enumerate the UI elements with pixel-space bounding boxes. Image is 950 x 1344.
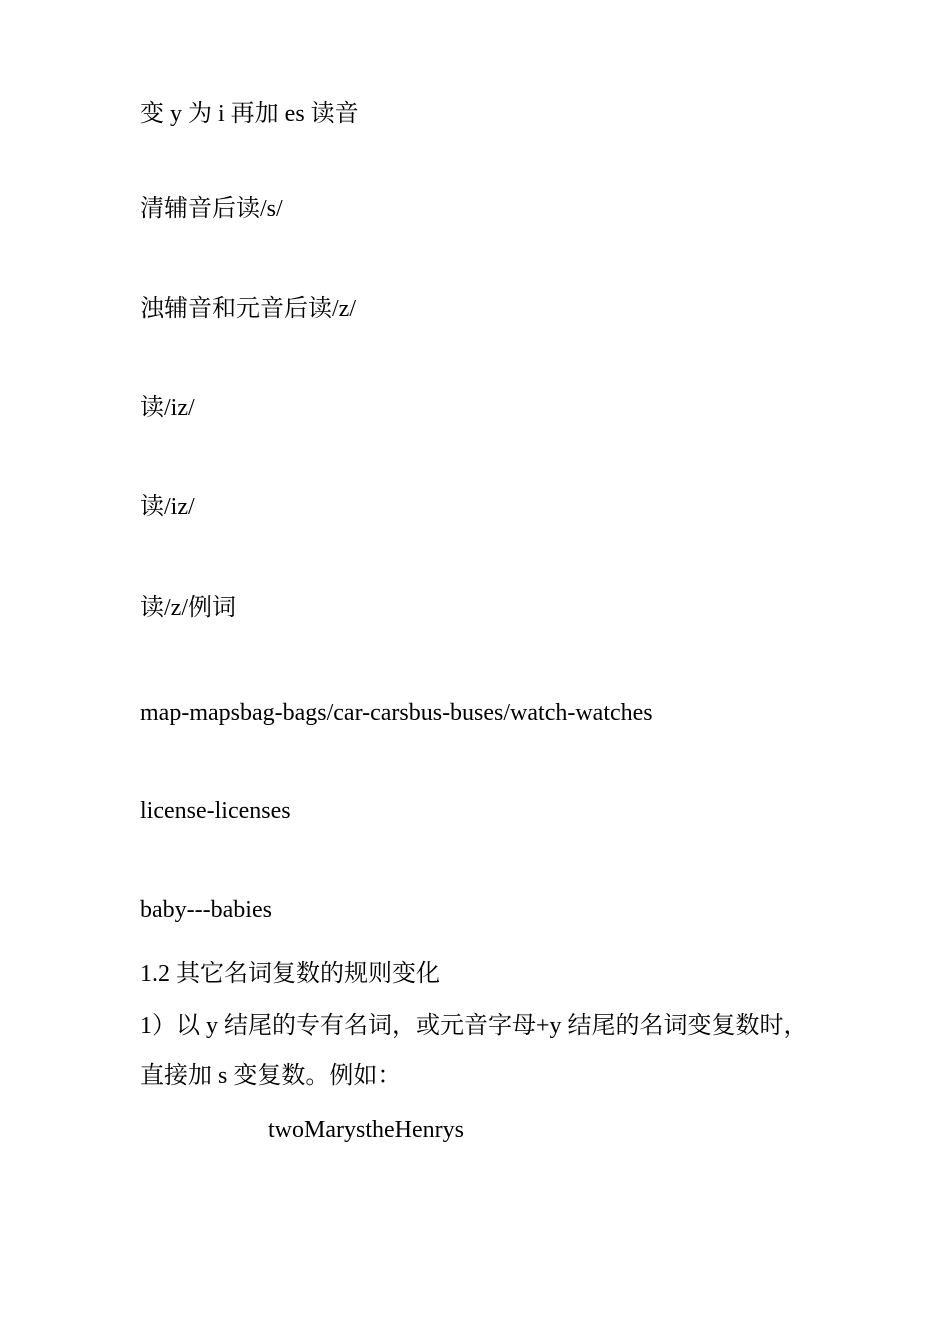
paragraph-line-1: 1）以 y 结尾的专有名词，或元音字母+y 结尾的名词变复数时，: [140, 1013, 808, 1039]
text-line-read-iz-1: 读/iz/: [140, 395, 195, 421]
text-line-baby: baby---babies: [140, 897, 272, 923]
text-line-change-y-to-i: 变 y 为 i 再加 es 读音: [140, 101, 359, 127]
text-line-voiced-consonant: 浊辅音和元音后读/z/: [140, 296, 356, 322]
paragraph-line-2: 直接加 s 变复数。例如：: [140, 1063, 402, 1089]
text-line-read-z-examples: 读/z/例词: [140, 595, 236, 621]
text-line-read-iz-2: 读/iz/: [140, 494, 195, 520]
example-text: twoMarystheHenrys: [268, 1117, 464, 1143]
text-line-example-words: map-mapsbag-bags/car-carsbus-buses/watch-watches: [140, 700, 653, 726]
section-heading: 1.2 其它名词复数的规则变化: [140, 961, 440, 987]
text-line-voiceless-consonant: 清辅音后读/s/: [140, 196, 283, 222]
text-line-license: license-licenses: [140, 798, 291, 824]
